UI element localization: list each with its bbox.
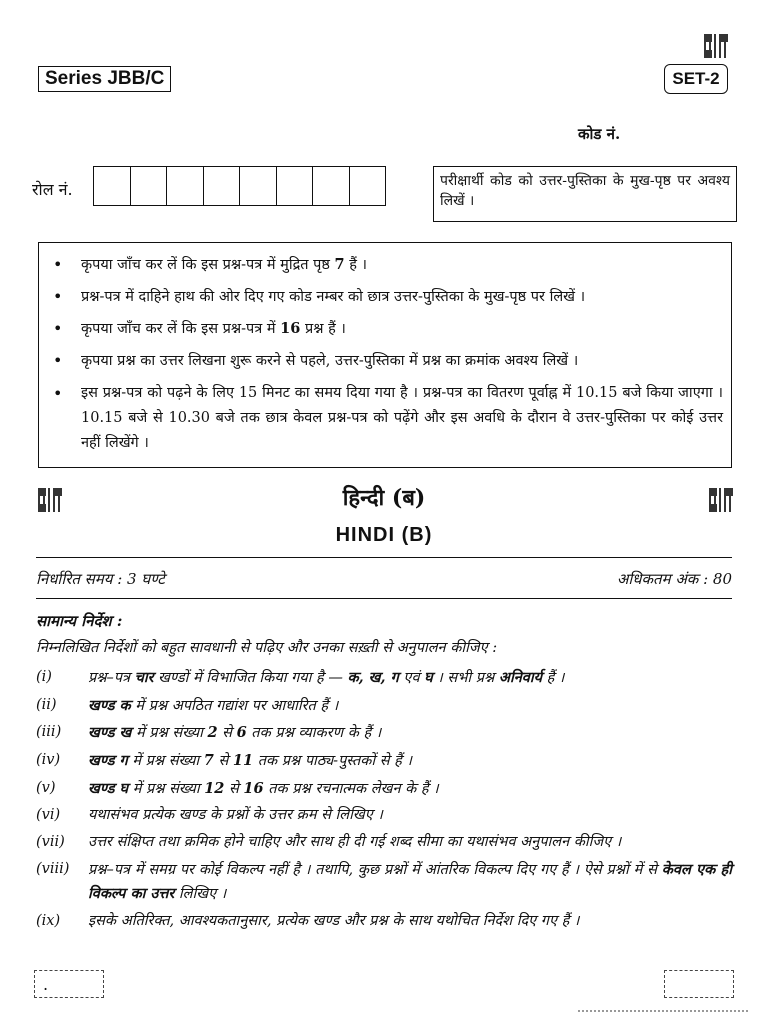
emphasis-text: 7 [203,752,214,770]
text-segment: में प्रश्न संख्या [127,753,204,770]
text-segment: एवं [398,670,425,686]
instruction-item [49,285,723,309]
text-segment: प्रश्न–पत्र [88,670,135,686]
roll-number-box[interactable] [312,166,350,206]
direction-number: (vii) [36,834,65,851]
direction-text [88,781,439,797]
perforation-line [578,1010,748,1012]
direction-number: (ix) [36,912,61,929]
text-segment: से [217,725,237,742]
direction-item [36,777,732,801]
text-segment: लिखिए । [174,885,227,902]
text-segment: इसके अतिरिक्त, आवश्यकतानुसार, प्रत्येक खण्ड और प्रश्न के साथ यथोचित निर्देश दिए गए हैं । [88,912,580,929]
roll-number-box[interactable] [93,166,131,206]
emphasis-text: अनिवार्य [498,669,542,686]
direction-item [36,910,732,933]
direction-number: (v) [36,779,56,796]
instruction-item [49,317,723,341]
roll-number-box[interactable] [276,166,314,206]
direction-item [36,804,732,827]
direction-number: (iii) [36,724,62,741]
direction-text [88,913,579,929]
text-segment: उत्तर संक्षिप्त तथा क्रमिक होने चाहिए और साथ ही दी गई शब्द सीमा का यथासंभव अनुपालन कीजिए । [88,834,622,851]
emphasis-text: 2 [207,724,218,742]
text-segment: यथासंभव प्रत्येक खण्ड के प्रश्नों के उत्तर क्रम से लिखिए । [88,807,383,824]
instruction-item [49,381,723,456]
direction-text [88,725,381,741]
direction-number: (i) [36,669,52,685]
direction-item [36,721,732,745]
text-segment: में प्रश्न अपठित गद्यांश पर आधारित हैं । [130,697,339,714]
emphasis-text: 12 [204,779,225,797]
roll-number-box[interactable] [349,166,387,206]
direction-text [88,753,412,769]
text-segment: खण्डों में विभाजित किया गया है — [153,670,348,686]
series-label: Series JBB/C [38,66,171,92]
emphasis-text: 16 [243,779,264,797]
bullet-icon: • [53,319,63,338]
emphasis-text: 7 [334,256,345,273]
general-instructions-heading: सामान्य निर्देश : [36,612,123,630]
text-segment: कृपया जाँच कर लें कि इस प्रश्न-पत्र में [81,321,281,337]
direction-text [88,698,338,714]
text-segment: से [213,753,233,770]
page-marker-dot: . [43,975,49,994]
text-segment: हैं । [344,257,368,273]
code-number-label: कोड नं. [578,125,621,143]
text-segment: तक प्रश्न पाठ्य-पुस्तकों से हैं । [253,753,412,770]
direction-text [88,834,621,850]
emphasis-text: खण्ड क [88,696,131,714]
emphasis-text: केवल एक ही विकल्प का उत्तर [88,860,732,902]
subject-title-english: HINDI (B) [335,524,433,546]
set-label: SET-2 [664,64,728,94]
bullet-icon: • [53,287,63,306]
direction-item [36,831,732,854]
roll-number-box[interactable] [239,166,277,206]
bullet-icon: • [53,384,63,403]
instruction-item [49,349,723,373]
text-segment: से [224,780,244,797]
emphasis-text: 11 [232,752,254,770]
direction-text [88,862,732,902]
text-segment: कृपया प्रश्न का उत्तर लिखना शुरू करने से पहले, उत्तर-पुस्तिका में प्रश्न का क्रमांक अवश्य लिखें । [81,353,579,369]
text-segment: प्रश्न-पत्र में दाहिने हाथ की ओर दिए गए कोड नम्बर को छात्र उत्तर-पुस्तिका के मुख-पृष्ठ पर लिखें । [81,289,586,305]
emphasis-text: क, ख, ग [347,669,399,686]
direction-item [36,666,732,690]
maximum-marks: अधिकतम अंक : 80 [616,570,732,588]
text-segment: । सभी प्रश्न [432,670,499,686]
direction-item [36,694,732,718]
roll-number-box[interactable] [130,166,168,206]
emphasis-text: 16 [280,320,301,337]
general-instructions-intro: निम्नलिखित निर्देशों को बहुत सावधानी से पढ़िए और उनका सख़्ती से अनुपालन कीजिए : [36,640,498,656]
emphasis-text: खण्ड ग [88,752,128,770]
roll-number-boxes[interactable] [94,166,386,206]
text-segment: प्रश्न–पत्र में समग्र पर कोई विकल्प नहीं है । तथापि, कुछ प्रश्नों में आंतरिक विकल्प दिए गए हैं । ऐसे प्रश्नों में से [88,861,662,878]
text-segment: तक प्रश्न रचनात्मक लेखन के हैं । [263,780,439,797]
emphasis-text: 6 [236,724,247,742]
general-instructions-list [36,666,732,936]
emphasis-text: खण्ड घ [88,779,129,797]
direction-number: (ii) [36,696,57,713]
qr-code-icon [704,34,728,58]
direction-number: (viii) [36,860,70,877]
emphasis-text: चार [134,669,154,686]
text-segment: में प्रश्न संख्या [128,780,205,797]
direction-text [88,670,564,686]
subject-title-hindi: हिन्दी (ब) [342,485,426,511]
direction-item [36,858,732,906]
bullet-icon: • [53,255,63,274]
text-segment: कृपया जाँच कर लें कि इस प्रश्न-पत्र में मुद्रित पृष्ठ [81,257,335,273]
emphasis-text: खण्ड ख [88,724,132,742]
divider [36,598,732,599]
divider [36,557,732,558]
text-segment: में प्रश्न संख्या [131,725,208,742]
roll-number-box[interactable] [166,166,204,206]
text-segment: इस प्रश्न-पत्र को पढ़ने के लिए 15 मिनट का समय दिया गया है । प्रश्न-पत्र का वितरण पूर्वाह्न में 10.15 बजे किया जाएगा । 10.15 बजे से 10.30 बजे तक छात्र केवल प्रश्न-पत्र को पढ़ेंगे और इस अवधि के दौरान वे उत्तर-पुस्तिका पर कोई उत्तर नहीं लिखेंगे । [81,385,723,451]
direction-number: (iv) [36,752,61,769]
direction-text [88,807,383,823]
direction-item [36,749,732,773]
bullet-icon: • [53,351,63,370]
page-marker-left [34,970,104,998]
direction-number: (vi) [36,807,61,824]
instruction-item [49,253,723,277]
page-marker-right [664,970,734,998]
instructions-box [38,242,732,468]
time-allowed: निर्धारित समय : 3 घण्टे [36,570,165,588]
code-instruction-note: परीक्षार्थी कोड को उत्तर-पुस्तिका के मुख-पृष्ठ पर अवश्य लिखें । [433,166,737,222]
text-segment: तक प्रश्न व्याकरण के हैं । [246,725,382,742]
roll-number-box[interactable] [203,166,241,206]
emphasis-text: घ [424,669,433,686]
roll-number-label: रोल नं. [32,180,73,199]
text-segment: हैं । [542,670,565,686]
text-segment: प्रश्न हैं । [300,321,346,337]
